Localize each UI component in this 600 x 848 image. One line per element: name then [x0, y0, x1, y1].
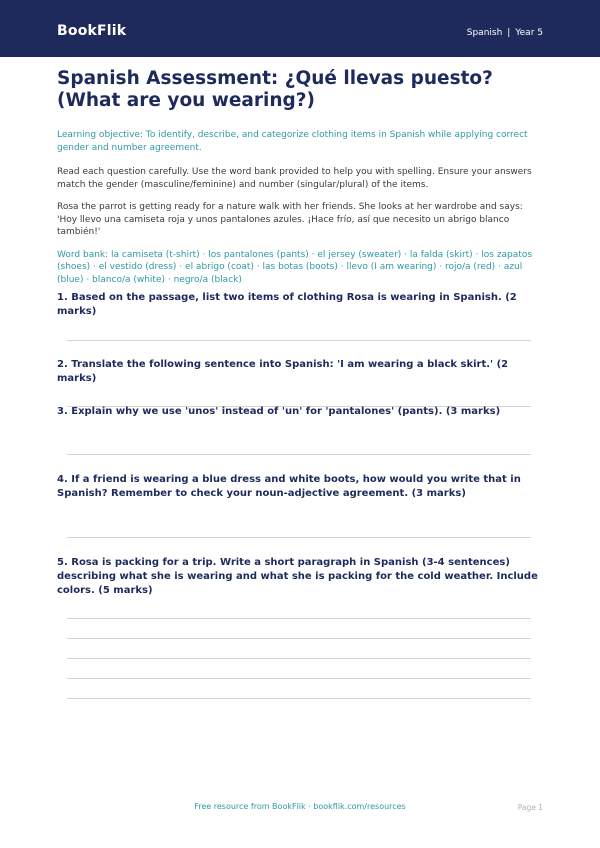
answer-line[interactable]: [67, 698, 531, 699]
reading-passage: Rosa the parrot is getting ready for a nature walk with her friends. She looks at her wardrobe and says: 'Hoy llevo una camiseta roja y unos pantalones azules. ¡Hace frío, así que necesito un abrigo blanco también!': [57, 202, 523, 237]
level-label: Year 5: [515, 28, 543, 38]
question-3: 3. Explain why we use 'unos' instead of 'un' for 'pantalones' (pants). (3 marks): [57, 406, 501, 417]
page-title: Spanish Assessment: ¿Qué llevas puesto? (What are you wearing?): [57, 68, 493, 111]
subject-label: Spanish: [466, 28, 503, 38]
footer-credit[interactable]: Free resource from BookFlik · bookflik.com/resources: [194, 802, 406, 811]
question-2: 2. Translate the following sentence into Spanish: 'I am wearing a black skirt.' (2 marks): [57, 359, 509, 384]
page-header: [0, 0, 600, 57]
page-number: Page 1: [517, 803, 543, 812]
answer-line[interactable]: [67, 537, 531, 538]
question-4: 4. If a friend is wearing a blue dress and white boots, how would you write that in Spanish? Remember to check your noun-adjective agreement. (3 marks): [57, 474, 521, 499]
learning-objective: Learning objective: To identify, describe, and categorize clothing items in Spanish while applying correct gender and number agreement.: [57, 130, 528, 153]
answer-line[interactable]: [67, 658, 531, 659]
worksheet-intro: [57, 68, 543, 286]
question-5: 5. Rosa is packing for a trip. Write a short paragraph in Spanish (3-4 sentences) describing what she is wearing and what she is packing for the cold weather. Include colors. (5 marks): [57, 557, 538, 596]
brand-logo[interactable]: BookFlik: [57, 23, 127, 39]
word-bank: Word bank: la camiseta (t-shirt) · los pantalones (pants) · el jersey (sweater) · la falda (skirt) · los zapatos (shoes) · el vestido (dress) · el abrigo (coat) · las botas (boots) · llevo (I am wearing) · rojo/a (red) · azul (blue) · blanco/a (white) · negro/a (black): [57, 249, 533, 285]
answer-line[interactable]: [67, 678, 531, 679]
answer-line[interactable]: [67, 638, 531, 639]
header-meta: [467, 28, 543, 38]
answer-line[interactable]: [67, 340, 531, 341]
instructions: Read each question carefully. Use the word bank provided to help you with spelling. Ensure your answers match the gender (masculine/feminine) and number (singular/plural) of the items.: [57, 167, 532, 190]
answer-line[interactable]: [67, 618, 531, 619]
question-1: 1. Based on the passage, list two items of clothing Rosa is wearing in Spanish. (2 marks): [57, 292, 517, 317]
meta-separator: |: [507, 28, 511, 38]
answer-line[interactable]: [67, 454, 531, 455]
